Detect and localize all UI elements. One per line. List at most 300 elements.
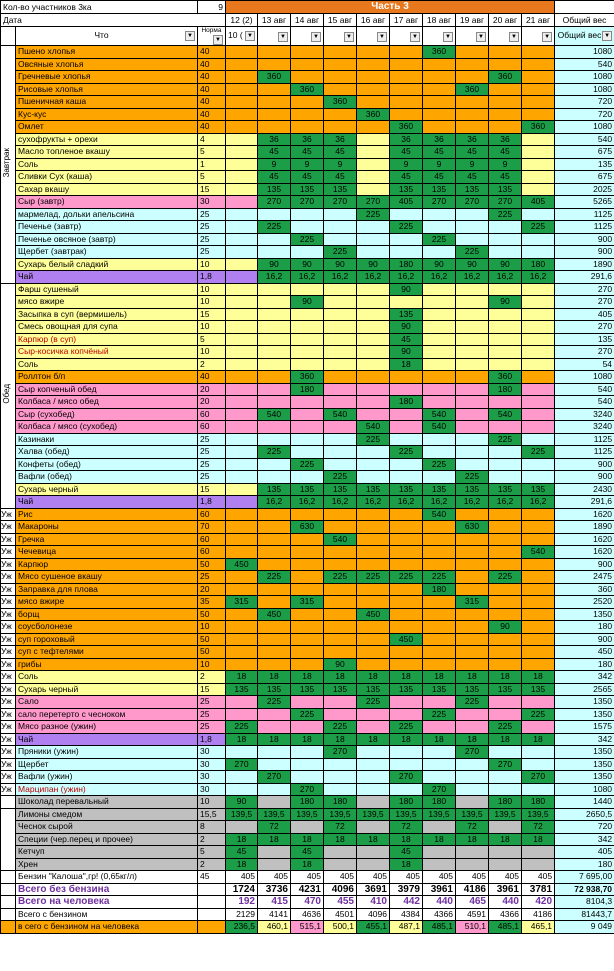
item-name-cell[interactable]: сало перетерто с чесноком (16, 708, 198, 721)
day-value-cell[interactable] (423, 208, 456, 221)
summary-value-cell[interactable]: 4636 (291, 908, 324, 921)
day-value-cell[interactable] (258, 521, 291, 534)
day-value-cell[interactable] (522, 758, 555, 771)
day-value-cell[interactable] (324, 358, 357, 371)
summary-value-cell[interactable]: 4501 (324, 908, 357, 921)
item-name-cell[interactable]: мясо вжире (16, 596, 198, 609)
day-value-cell[interactable]: 36 (258, 133, 291, 146)
day-value-cell[interactable] (258, 321, 291, 334)
day-value-cell[interactable]: 225 (324, 721, 357, 734)
day-value-cell[interactable] (324, 233, 357, 246)
day-value-cell[interactable] (324, 108, 357, 121)
day-value-cell[interactable]: 9 (489, 158, 522, 171)
day-value-cell[interactable]: 180 (390, 396, 423, 409)
day-value-cell[interactable] (258, 708, 291, 721)
day-value-cell[interactable] (489, 358, 522, 371)
day-value-cell[interactable]: 45 (456, 146, 489, 159)
total-weight-cell[interactable]: 5265 (555, 196, 614, 209)
day-value-cell[interactable] (522, 408, 555, 421)
day-value-cell[interactable] (357, 708, 390, 721)
day-value-cell[interactable] (258, 471, 291, 484)
day-value-cell[interactable] (456, 433, 489, 446)
total-weight-cell[interactable]: 3240 (555, 408, 614, 421)
day-value-cell[interactable]: 270 (226, 758, 258, 771)
day-value-cell[interactable] (291, 421, 324, 434)
day-value-cell[interactable] (226, 83, 258, 96)
day-value-cell[interactable] (522, 308, 555, 321)
norm-cell[interactable]: 15 (198, 308, 226, 321)
item-name-cell[interactable]: Карпюр (16, 558, 198, 571)
day-value-cell[interactable] (423, 221, 456, 234)
day-value-cell[interactable] (456, 408, 489, 421)
day-value-cell[interactable] (456, 396, 489, 409)
day-value-cell[interactable]: 18 (291, 833, 324, 846)
day-value-cell[interactable]: 270 (357, 196, 390, 209)
day-value-cell[interactable] (357, 771, 390, 784)
day-value-cell[interactable] (357, 133, 390, 146)
day-value-cell[interactable] (357, 796, 390, 809)
day-value-cell[interactable] (226, 183, 258, 196)
day-value-cell[interactable] (456, 633, 489, 646)
day-value-cell[interactable] (522, 146, 555, 159)
day-value-cell[interactable]: 16,2 (291, 496, 324, 509)
day-value-cell[interactable]: 180 (522, 258, 555, 271)
day-value-cell[interactable] (291, 658, 324, 671)
day-value-cell[interactable] (258, 246, 291, 259)
day-value-cell[interactable] (456, 533, 489, 546)
day-value-cell[interactable] (226, 621, 258, 634)
day-value-cell[interactable] (226, 158, 258, 171)
summary-value-cell[interactable]: 510,1 (456, 921, 489, 934)
day-value-cell[interactable]: 225 (258, 221, 291, 234)
total-weight-cell[interactable]: 291,6 (555, 496, 614, 509)
total-weight-cell[interactable]: 1125 (555, 208, 614, 221)
day-value-cell[interactable] (390, 408, 423, 421)
day-value-cell[interactable] (291, 758, 324, 771)
item-name-cell[interactable]: Шоколад перевальный (16, 796, 198, 809)
item-name-cell[interactable]: Хрен (16, 858, 198, 871)
summary-value-cell[interactable]: 4141 (258, 908, 291, 921)
total-weight-cell[interactable]: 1080 (555, 371, 614, 384)
day-value-cell[interactable] (226, 458, 258, 471)
day-value-cell[interactable] (489, 333, 522, 346)
total-weight-cell[interactable]: 720 (555, 96, 614, 109)
item-name-cell[interactable]: сухофрукты + орехи (16, 133, 198, 146)
day-value-cell[interactable] (390, 458, 423, 471)
item-name-cell[interactable]: Сливки Сух (каша) (16, 171, 198, 184)
day-value-cell[interactable] (258, 721, 291, 734)
day-value-cell[interactable] (390, 246, 423, 259)
item-name-cell[interactable]: Чечевица (16, 546, 198, 559)
day-value-cell[interactable]: 45 (390, 146, 423, 159)
day-value-cell[interactable] (324, 458, 357, 471)
day-value-cell[interactable] (390, 783, 423, 796)
item-name-cell[interactable]: Смесь овощная для супа (16, 321, 198, 334)
norm-cell[interactable]: 25 (198, 446, 226, 459)
day-value-cell[interactable] (258, 83, 291, 96)
day-value-cell[interactable] (258, 346, 291, 359)
norm-cell[interactable]: 25 (198, 471, 226, 484)
day-value-cell[interactable] (522, 533, 555, 546)
day-value-cell[interactable]: 315 (456, 596, 489, 609)
day-value-cell[interactable]: 90 (291, 258, 324, 271)
day-value-cell[interactable] (291, 471, 324, 484)
day-value-cell[interactable] (291, 96, 324, 109)
day-value-cell[interactable] (423, 746, 456, 759)
day-value-cell[interactable] (522, 621, 555, 634)
total-weight-cell[interactable]: 900 (555, 458, 614, 471)
day-value-cell[interactable] (324, 221, 357, 234)
day-value-cell[interactable] (522, 471, 555, 484)
day-value-cell[interactable] (390, 46, 423, 59)
day-value-cell[interactable]: 225 (357, 208, 390, 221)
day-value-cell[interactable]: 18 (390, 858, 423, 871)
day-value-cell[interactable]: 135 (291, 483, 324, 496)
day-value-cell[interactable] (423, 308, 456, 321)
day-value-cell[interactable]: 45 (423, 146, 456, 159)
day-value-cell[interactable]: 315 (291, 596, 324, 609)
day-value-cell[interactable] (423, 558, 456, 571)
day-value-cell[interactable]: 18 (291, 733, 324, 746)
day-value-cell[interactable] (291, 433, 324, 446)
day-value-cell[interactable] (489, 121, 522, 134)
day-value-cell[interactable]: 135 (423, 183, 456, 196)
total-weight-cell[interactable]: 1125 (555, 433, 614, 446)
day-value-cell[interactable]: 36 (423, 133, 456, 146)
day-value-cell[interactable] (324, 708, 357, 721)
norm-cell[interactable]: 10 (198, 283, 226, 296)
day-value-cell[interactable] (258, 508, 291, 521)
filter-cell[interactable] (489, 27, 522, 46)
day-value-cell[interactable] (226, 633, 258, 646)
day-value-cell[interactable] (489, 846, 522, 859)
day-value-cell[interactable]: 18 (357, 733, 390, 746)
day-value-cell[interactable]: 139,5 (324, 808, 357, 821)
day-value-cell[interactable] (258, 583, 291, 596)
day-value-cell[interactable]: 16,2 (522, 496, 555, 509)
summary-value-cell[interactable]: 4591 (456, 908, 489, 921)
summary-total-cell[interactable]: 81443,7 (555, 908, 614, 921)
day-value-cell[interactable]: 225 (423, 458, 456, 471)
item-name-cell[interactable]: Специи (чер.перец и прочее) (16, 833, 198, 846)
day-value-cell[interactable] (324, 546, 357, 559)
day-value-cell[interactable]: 16,2 (258, 271, 291, 284)
day-value-cell[interactable] (423, 696, 456, 709)
norm-cell[interactable]: 30 (198, 783, 226, 796)
day-value-cell[interactable] (226, 533, 258, 546)
day-value-cell[interactable]: 45 (390, 333, 423, 346)
summary-value-cell[interactable]: 405 (423, 871, 456, 884)
day-value-cell[interactable]: 72 (390, 821, 423, 834)
summary-value-cell[interactable]: 3781 (522, 883, 555, 896)
day-value-cell[interactable] (456, 58, 489, 71)
day-value-cell[interactable] (456, 721, 489, 734)
summary-value-cell[interactable]: 4096 (324, 883, 357, 896)
item-name-cell[interactable]: Рисовые хлопья (16, 83, 198, 96)
norm-cell[interactable]: 40 (198, 371, 226, 384)
day-value-cell[interactable] (489, 783, 522, 796)
day-value-cell[interactable] (324, 783, 357, 796)
day-value-cell[interactable] (226, 108, 258, 121)
day-value-cell[interactable] (291, 308, 324, 321)
day-value-cell[interactable]: 270 (258, 196, 291, 209)
day-value-cell[interactable] (324, 846, 357, 859)
day-value-cell[interactable] (423, 346, 456, 359)
day-value-cell[interactable] (423, 446, 456, 459)
norm-cell[interactable]: 10 (198, 321, 226, 334)
summary-value-cell[interactable]: 455 (324, 896, 357, 909)
day-value-cell[interactable]: 16,2 (324, 496, 357, 509)
day-value-cell[interactable]: 450 (357, 608, 390, 621)
filter-dropdown-icon[interactable]: ▼ (602, 31, 612, 41)
day-value-cell[interactable]: 18 (324, 733, 357, 746)
day-value-cell[interactable]: 135 (324, 683, 357, 696)
norm-cell[interactable]: 60 (198, 408, 226, 421)
day-value-cell[interactable] (489, 446, 522, 459)
item-name-cell[interactable]: Сухарь белый сладкий (16, 258, 198, 271)
day-value-cell[interactable] (226, 396, 258, 409)
day-value-cell[interactable] (390, 533, 423, 546)
day-value-cell[interactable] (291, 696, 324, 709)
day-value-cell[interactable] (357, 783, 390, 796)
summary-total-cell[interactable]: 9 049 (555, 921, 614, 934)
day-value-cell[interactable] (423, 358, 456, 371)
day-value-cell[interactable] (357, 471, 390, 484)
day-value-cell[interactable] (291, 321, 324, 334)
item-name-cell[interactable]: Чай (16, 733, 198, 746)
day-value-cell[interactable] (357, 296, 390, 309)
day-value-cell[interactable] (291, 621, 324, 634)
day-value-cell[interactable] (522, 246, 555, 259)
day-value-cell[interactable] (357, 58, 390, 71)
day-value-cell[interactable] (258, 458, 291, 471)
day-value-cell[interactable] (226, 571, 258, 584)
summary-value-cell[interactable]: 440 (423, 896, 456, 909)
day-value-cell[interactable]: 18 (226, 858, 258, 871)
day-value-cell[interactable] (489, 708, 522, 721)
filter-cell[interactable] (456, 27, 489, 46)
day-value-cell[interactable] (291, 633, 324, 646)
day-value-cell[interactable] (456, 96, 489, 109)
day-value-cell[interactable]: 225 (423, 571, 456, 584)
day-value-cell[interactable] (522, 96, 555, 109)
day-value-cell[interactable]: 540 (423, 408, 456, 421)
item-name-cell[interactable]: Чеснок сырой (16, 821, 198, 834)
total-weight-cell[interactable]: 135 (555, 333, 614, 346)
day-value-cell[interactable] (489, 58, 522, 71)
day-value-cell[interactable] (522, 508, 555, 521)
day-value-cell[interactable]: 18 (390, 358, 423, 371)
day-value-cell[interactable] (324, 771, 357, 784)
summary-value-cell[interactable]: 3961 (423, 883, 456, 896)
day-value-cell[interactable] (226, 58, 258, 71)
total-weight-cell[interactable]: 720 (555, 108, 614, 121)
day-value-cell[interactable]: 16,2 (258, 496, 291, 509)
item-name-cell[interactable]: Печенье овсяное (завтр) (16, 233, 198, 246)
day-value-cell[interactable] (226, 296, 258, 309)
norm-cell[interactable]: 50 (198, 608, 226, 621)
item-name-cell[interactable]: Соль (16, 358, 198, 371)
item-name-cell[interactable]: Щербет (16, 758, 198, 771)
day-value-cell[interactable] (456, 458, 489, 471)
total-weight-cell[interactable]: 675 (555, 146, 614, 159)
day-value-cell[interactable] (456, 558, 489, 571)
day-value-cell[interactable]: 360 (324, 96, 357, 109)
day-value-cell[interactable]: 18 (390, 733, 423, 746)
norm-cell[interactable]: 1 (198, 158, 226, 171)
day-value-cell[interactable] (324, 858, 357, 871)
item-name-cell[interactable]: Печенье (завтр) (16, 221, 198, 234)
day-value-cell[interactable]: 139,5 (291, 808, 324, 821)
norm-cell[interactable]: 25 (198, 221, 226, 234)
total-weight-cell[interactable]: 1620 (555, 508, 614, 521)
day-value-cell[interactable] (423, 621, 456, 634)
day-value-cell[interactable]: 139,5 (456, 808, 489, 821)
day-value-cell[interactable] (324, 621, 357, 634)
day-value-cell[interactable]: 18 (522, 833, 555, 846)
day-value-cell[interactable] (324, 283, 357, 296)
norm-cell[interactable]: 25 (198, 708, 226, 721)
day-value-cell[interactable] (456, 346, 489, 359)
day-value-cell[interactable] (324, 71, 357, 84)
summary-value-cell[interactable]: 4186 (522, 908, 555, 921)
day-value-cell[interactable]: 18 (226, 833, 258, 846)
day-value-cell[interactable]: 135 (522, 683, 555, 696)
total-weight-cell[interactable]: 1350 (555, 696, 614, 709)
day-value-cell[interactable] (324, 646, 357, 659)
item-name-cell[interactable]: Рис (16, 508, 198, 521)
day-value-cell[interactable] (226, 421, 258, 434)
day-value-cell[interactable] (423, 633, 456, 646)
day-value-cell[interactable] (226, 71, 258, 84)
day-value-cell[interactable] (357, 821, 390, 834)
day-value-cell[interactable] (226, 333, 258, 346)
total-weight-cell[interactable]: 1890 (555, 521, 614, 534)
summary-value-cell[interactable]: 415 (258, 896, 291, 909)
day-value-cell[interactable] (489, 696, 522, 709)
summary-total-cell[interactable]: 8104,3 (555, 896, 614, 909)
day-value-cell[interactable]: 90 (489, 621, 522, 634)
day-value-cell[interactable] (390, 371, 423, 384)
day-value-cell[interactable] (258, 858, 291, 871)
day-value-cell[interactable]: 16,2 (390, 271, 423, 284)
total-weight-cell[interactable]: 1125 (555, 446, 614, 459)
day-value-cell[interactable] (423, 283, 456, 296)
day-value-cell[interactable] (324, 508, 357, 521)
day-value-cell[interactable] (522, 108, 555, 121)
item-name-cell[interactable]: Колбаса / мясо (сухобед) (16, 421, 198, 434)
day-value-cell[interactable]: 135 (390, 308, 423, 321)
filter-dropdown-icon[interactable]: ▼ (443, 32, 453, 42)
item-name-cell[interactable]: Колбаса / мясо обед (16, 396, 198, 409)
day-value-cell[interactable] (489, 396, 522, 409)
day-value-cell[interactable]: 180 (489, 383, 522, 396)
day-value-cell[interactable] (226, 658, 258, 671)
filter-dropdown-icon[interactable]: ▼ (476, 32, 486, 42)
day-value-cell[interactable] (357, 221, 390, 234)
day-value-cell[interactable] (522, 433, 555, 446)
day-value-cell[interactable]: 16,2 (324, 271, 357, 284)
summary-value-cell[interactable]: 4186 (456, 883, 489, 896)
summary-value-cell[interactable]: 3691 (357, 883, 390, 896)
norm-cell[interactable]: 20 (198, 396, 226, 409)
day-value-cell[interactable]: 18 (258, 733, 291, 746)
day-value-cell[interactable] (522, 283, 555, 296)
day-value-cell[interactable]: 90 (226, 796, 258, 809)
norm-cell[interactable] (198, 921, 226, 934)
item-name-cell[interactable]: Пшено хлопья (16, 46, 198, 59)
day-value-cell[interactable] (522, 746, 555, 759)
norm-cell[interactable]: 25 (198, 233, 226, 246)
day-value-cell[interactable] (324, 433, 357, 446)
norm-header[interactable] (198, 27, 226, 46)
day-value-cell[interactable]: 18 (456, 833, 489, 846)
day-value-cell[interactable]: 45 (291, 171, 324, 184)
day-value-cell[interactable]: 45 (456, 171, 489, 184)
norm-cell[interactable]: 25 (198, 208, 226, 221)
day-value-cell[interactable] (324, 208, 357, 221)
day-value-cell[interactable]: 180 (324, 796, 357, 809)
day-value-cell[interactable]: 360 (522, 121, 555, 134)
day-value-cell[interactable] (324, 521, 357, 534)
day-value-cell[interactable] (324, 46, 357, 59)
day-value-cell[interactable] (324, 696, 357, 709)
filter-dropdown-icon[interactable]: ▼ (278, 32, 288, 42)
day-value-cell[interactable] (226, 233, 258, 246)
day-value-cell[interactable] (489, 46, 522, 59)
norm-cell[interactable]: 45 (198, 871, 226, 884)
day-value-cell[interactable] (226, 196, 258, 209)
day-value-cell[interactable]: 45 (291, 846, 324, 859)
day-value-cell[interactable] (258, 633, 291, 646)
day-value-cell[interactable]: 180 (423, 583, 456, 596)
day-value-cell[interactable] (522, 596, 555, 609)
day-value-cell[interactable]: 18 (324, 833, 357, 846)
day-value-cell[interactable]: 270 (489, 758, 522, 771)
day-value-cell[interactable] (357, 458, 390, 471)
day-value-cell[interactable] (390, 658, 423, 671)
day-value-cell[interactable] (423, 771, 456, 784)
day-value-cell[interactable] (423, 846, 456, 859)
filter-cell[interactable] (324, 27, 357, 46)
day-value-cell[interactable] (423, 521, 456, 534)
filter-dropdown-icon[interactable]: ▼ (311, 32, 321, 42)
norm-cell[interactable]: 40 (198, 58, 226, 71)
day-value-cell[interactable]: 90 (489, 258, 522, 271)
day-value-cell[interactable]: 9 (390, 158, 423, 171)
day-value-cell[interactable] (423, 83, 456, 96)
norm-cell[interactable] (198, 908, 226, 921)
item-name-cell[interactable]: Вафли (ужин) (16, 771, 198, 784)
day-value-cell[interactable]: 18 (291, 858, 324, 871)
item-name-cell[interactable]: Сало (16, 696, 198, 709)
day-value-cell[interactable] (357, 858, 390, 871)
day-value-cell[interactable] (258, 596, 291, 609)
day-value-cell[interactable] (489, 596, 522, 609)
day-value-cell[interactable]: 72 (456, 821, 489, 834)
norm-cell[interactable]: 30 (198, 196, 226, 209)
day-value-cell[interactable] (489, 283, 522, 296)
day-value-cell[interactable] (489, 221, 522, 234)
day-value-cell[interactable] (357, 658, 390, 671)
filter-dropdown-icon[interactable]: ▼ (377, 32, 387, 42)
day-value-cell[interactable] (291, 333, 324, 346)
item-name-cell[interactable]: суп гороховый (16, 633, 198, 646)
day-value-cell[interactable]: 135 (489, 683, 522, 696)
day-value-cell[interactable] (258, 333, 291, 346)
norm-cell[interactable]: 2 (198, 671, 226, 684)
summary-value-cell[interactable]: 500,1 (324, 921, 357, 934)
